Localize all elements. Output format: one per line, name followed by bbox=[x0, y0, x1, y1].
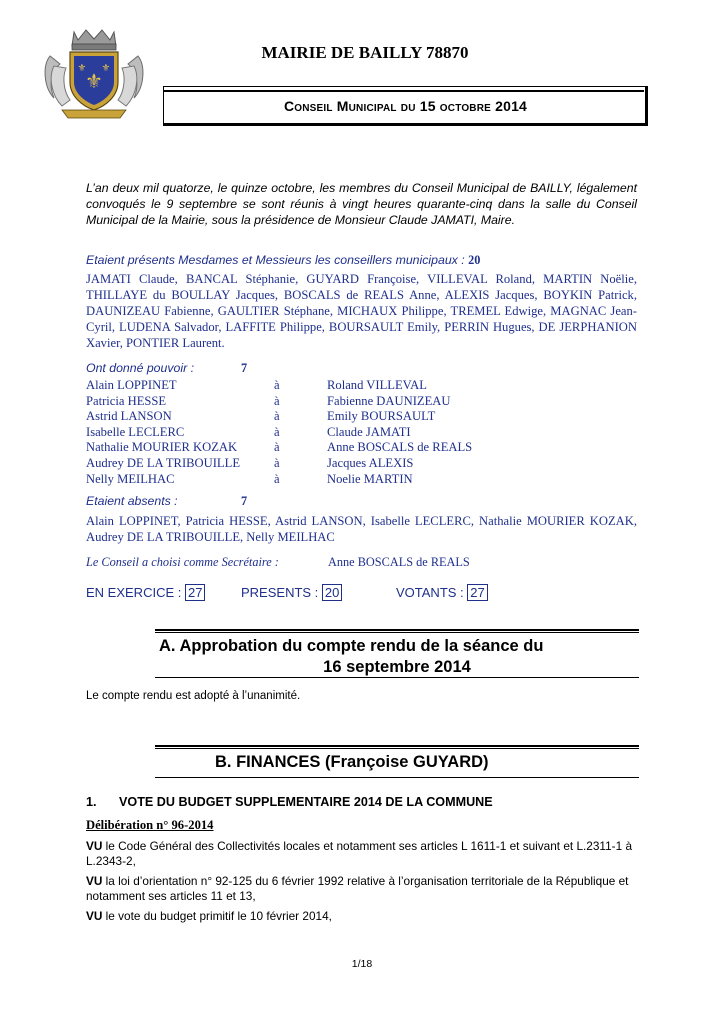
presents-label: Etaient présents Mesdames et Messieurs les conseillers municipaux : bbox=[86, 253, 465, 267]
pouvoir-from: Astrid LANSON bbox=[86, 409, 172, 424]
vu-list bbox=[86, 839, 637, 929]
pouvoir-row bbox=[86, 409, 506, 425]
pouvoir-a: à bbox=[274, 471, 280, 486]
bailly-crest-logo bbox=[40, 26, 148, 122]
pouvoir-from: Alain LOPPINET bbox=[86, 378, 177, 392]
vu-text: la loi d’orientation n° 92-125 du 6 février 1992 relative à l’organisation territoriale de la République et notamment ses articles 11 et 13, bbox=[86, 874, 629, 903]
intro-paragraph: L’an deux mil quatorze, le quinze octobre, les membres du Conseil Municipal de BAILLY, légalement convoqués le 9 septembre se sont réunis à vingt heures quarante-cinq dans la salle du Conseil Municipal de la Mairie, sous la présidence de Monsieur Claude JAMATI, Maire. bbox=[86, 181, 637, 228]
pouvoirs-label: Ont donné pouvoir : bbox=[86, 361, 195, 375]
pouvoirs-count: 7 bbox=[241, 361, 248, 375]
section-b-subtitle-row bbox=[86, 795, 493, 809]
svg-text:⚜: ⚜ bbox=[101, 63, 111, 74]
presents-label-row bbox=[86, 253, 480, 268]
pouvoir-a: à bbox=[274, 455, 280, 470]
pouvoir-to: Jacques ALEXIS bbox=[327, 455, 414, 470]
pouvoir-a: à bbox=[274, 393, 280, 408]
pouvoir-a: à bbox=[274, 424, 280, 439]
pouvoir-from: Nelly MEILHAC bbox=[86, 471, 175, 486]
vu-keyword: VU bbox=[86, 874, 103, 888]
pouvoir-a: à bbox=[274, 409, 280, 424]
secretaire-name: Anne BOSCALS de REALS bbox=[328, 555, 470, 569]
pouvoir-to: Noelie MARTIN bbox=[327, 471, 413, 486]
secretaire-label: Le Conseil a choisi comme Secrétaire : bbox=[86, 555, 279, 569]
section-a-bottom-rule bbox=[155, 677, 639, 678]
pouvoir-row bbox=[86, 472, 506, 488]
pouvoir-a: à bbox=[274, 378, 280, 392]
pouvoir-row bbox=[86, 440, 506, 456]
absents-names: Alain LOPPINET, Patricia HESSE, Astrid LANSON, Isabelle LECLERC, Nathalie MOURIER KOZAK, Audrey DE LA TRIBOUILLE, Nelly MEILHAC bbox=[86, 514, 637, 544]
pouvoir-from: Audrey DE LA TRIBOUILLE bbox=[86, 455, 241, 470]
deliberation-number: Délibération n° 96-2014 bbox=[86, 818, 214, 832]
pouvoirs-label-row bbox=[86, 361, 248, 375]
section-b-subtitle-number: 1. bbox=[86, 795, 97, 809]
pouvoir-a: à bbox=[274, 440, 280, 455]
secretaire-row bbox=[86, 555, 470, 570]
vu-paragraph bbox=[86, 874, 637, 904]
pouvoir-row bbox=[86, 378, 506, 394]
stats-row bbox=[86, 584, 506, 601]
absents-count: 7 bbox=[241, 494, 248, 508]
votants-value: 27 bbox=[467, 584, 487, 601]
pouvoirs-list bbox=[86, 378, 506, 487]
section-b-subtitle: VOTE DU BUDGET SUPPLEMENTAIRE 2014 DE LA COMMUNE bbox=[119, 795, 493, 809]
presents-stat-value: 20 bbox=[322, 584, 342, 601]
conseil-title: Conseil Municipal du 15 octobre 2014 bbox=[283, 98, 528, 114]
pouvoir-to: Claude JAMATI bbox=[327, 424, 411, 439]
vu-paragraph bbox=[86, 839, 637, 869]
section-b-top-rule bbox=[155, 745, 639, 749]
exercice-value: 27 bbox=[185, 584, 205, 601]
absents-label: Etaient absents : bbox=[86, 494, 178, 508]
pouvoir-to: Anne BOSCALS de REALS bbox=[327, 440, 473, 455]
section-b-title: B. FINANCES (Françoise GUYARD) bbox=[215, 753, 489, 771]
absents-label-row bbox=[86, 494, 248, 508]
pouvoir-from: Patricia HESSE bbox=[86, 393, 167, 408]
svg-text:⚜: ⚜ bbox=[77, 63, 87, 74]
conseil-title-rule bbox=[163, 90, 644, 92]
section-a-title-line2: 16 septembre 2014 bbox=[323, 658, 471, 676]
vu-text: le vote du budget primitif le 10 février 2014, bbox=[102, 909, 332, 923]
section-a-body: Le compte rendu est adopté à l’unanimité. bbox=[86, 690, 301, 702]
svg-text:⚜: ⚜ bbox=[85, 69, 103, 93]
votants-label: VOTANTS : bbox=[396, 585, 464, 600]
vu-paragraph bbox=[86, 909, 637, 924]
presents-names: JAMATI Claude, BANCAL Stéphanie, GUYARD Françoise, VILLEVAL Roland, MARTIN Noëlie, THILLAYE du BOULLAY Jacques, BOSCALS de REALS Anne, ALEXIS Jacques, BOYKIN Patrick, DAUNIZEAU Fabienne, GAULTIER Stéphane, MICHAUX Philippe, TREMEL Edwige, MAGNAC Jean-Cyril, LUDENA Salvador, LAFFITE Philippe, BOURSAULT Emily, PERRIN Hugues, DE JERPHANION Xavier, PONTIER Laurent. bbox=[86, 272, 637, 350]
presents-stat-label: PRESENTS : bbox=[241, 585, 319, 600]
pouvoir-row bbox=[86, 425, 506, 441]
pouvoir-row bbox=[86, 456, 506, 472]
vu-keyword: VU bbox=[86, 909, 103, 923]
exercice-label: EN EXERCICE : bbox=[86, 585, 182, 600]
pouvoir-from: Isabelle LECLERC bbox=[86, 424, 185, 439]
pouvoir-to: Emily BOURSAULT bbox=[327, 409, 436, 424]
pouvoir-to: Fabienne DAUNIZEAU bbox=[327, 393, 451, 408]
pouvoir-to: Roland VILLEVAL bbox=[327, 378, 427, 392]
section-a-top-rule bbox=[155, 629, 639, 633]
pouvoir-row bbox=[86, 394, 506, 410]
section-a-title-line1: A. Approbation du compte rendu de la séance du bbox=[159, 637, 544, 655]
vu-text: le Code Général des Collectivités locales et notamment ses articles L 1611-1 et suivant et L.2311-1 à L.2343-2, bbox=[86, 839, 633, 868]
vu-keyword: VU bbox=[86, 839, 103, 853]
presents-count: 20 bbox=[468, 253, 481, 267]
section-b-bottom-rule bbox=[155, 777, 639, 778]
pouvoir-from: Nathalie MOURIER KOZAK bbox=[86, 440, 238, 455]
mairie-title: MAIRIE DE BAILLY 78870 bbox=[261, 43, 469, 62]
page-number: 1/18 bbox=[351, 958, 373, 970]
section-a-title bbox=[155, 636, 639, 678]
